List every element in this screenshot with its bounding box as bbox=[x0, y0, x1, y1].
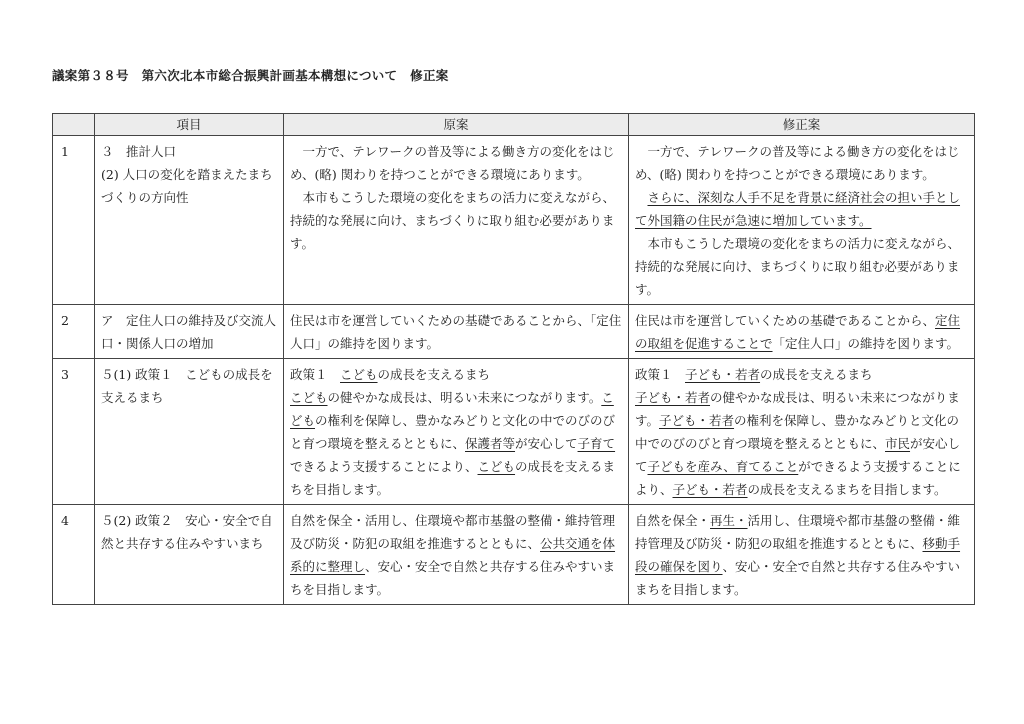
text-segment: 住民は市を運営していくための基礎であることから、 bbox=[635, 313, 936, 328]
underlined-revision: こども bbox=[477, 459, 516, 474]
underlined-revision: さらに、深刻な人手不足を背景に経済社会の担い手として外国籍の住民が急速に増加しています。 bbox=[635, 190, 961, 228]
item-line: (2) 人口の変化を踏まえたまちづくりの方向性 bbox=[101, 167, 273, 205]
paragraph bbox=[635, 509, 969, 601]
paragraph bbox=[635, 363, 969, 386]
underlined-revision: 子ども・若者 bbox=[685, 367, 761, 382]
paragraph bbox=[290, 386, 623, 501]
text-segment: の成長を支えるまちを目指します。 bbox=[747, 482, 947, 497]
paragraph bbox=[290, 309, 623, 355]
text-segment: 政策１ bbox=[635, 367, 686, 382]
underlined-revision: 再生・ bbox=[710, 513, 748, 528]
text-segment: の成長を支えるまち bbox=[760, 367, 873, 382]
underlined-revision: こども bbox=[340, 367, 378, 382]
revision-table bbox=[52, 113, 975, 605]
header-number bbox=[53, 114, 95, 136]
table-row bbox=[53, 136, 975, 305]
paragraph bbox=[290, 363, 623, 386]
text-segment: できるよう支援することにより、 bbox=[290, 459, 478, 474]
underlined-revision: 子どもを産み、育てること bbox=[647, 459, 799, 474]
row-item bbox=[95, 305, 284, 359]
table-body bbox=[53, 136, 975, 605]
text-segment: 自然を保全・活用し、住環境や都市基盤の整備・維持管理及び防災・防犯の取組を推進するとともに、 bbox=[290, 513, 616, 551]
underlined-revision: 市民 bbox=[885, 436, 911, 451]
revised-text bbox=[629, 136, 975, 305]
paragraph bbox=[290, 186, 623, 255]
text-segment: 政策１ bbox=[290, 367, 341, 382]
text-segment: の成長を支えるまちを目指します。 bbox=[290, 459, 616, 497]
underlined-revision: 子育て bbox=[577, 436, 616, 451]
text-segment: 一方で、テレワークの普及等による働き方の変化をはじめ、(略) 関わりを持つことができる環境にあります。 bbox=[290, 144, 615, 182]
paragraph bbox=[635, 140, 969, 186]
underlined-revision: 子ども・若者 bbox=[659, 413, 735, 428]
text-segment: の健やかな成長は、明るい未来につながります。 bbox=[327, 390, 602, 405]
row-number: 3 bbox=[53, 359, 95, 505]
text-segment: の健やかな成長は、明るい未来につながります。 bbox=[635, 390, 960, 428]
text-segment: 本市もこうした環境の変化をまちの活力に変えながら、持続的な発展に向け、まちづくりに取り組む必要があります。 bbox=[635, 236, 961, 297]
underlined-revision: 子ども・若者 bbox=[672, 482, 748, 497]
item-line: ３ 推計人口 bbox=[101, 144, 177, 159]
original-text bbox=[284, 359, 629, 505]
original-text bbox=[284, 505, 629, 605]
header-item: 項目 bbox=[95, 114, 284, 136]
table-row bbox=[53, 305, 975, 359]
text-segment: 住民は市を運営していくための基礎であることから、「定住人口」の維持を図ります。 bbox=[290, 313, 622, 351]
text-segment: 一方で、テレワークの普及等による働き方の変化をはじめ、(略) 関わりを持つことができる環境にあります。 bbox=[635, 144, 960, 182]
text-segment: 「定住人口」の維持を図ります。 bbox=[772, 336, 960, 351]
underlined-revision: 公共交通を体系的に整理し bbox=[290, 536, 616, 574]
text-segment: が安心して bbox=[635, 436, 961, 474]
row-item bbox=[95, 359, 284, 505]
header-original: 原案 bbox=[284, 114, 629, 136]
table-header-row bbox=[53, 114, 975, 136]
paragraph bbox=[635, 386, 969, 501]
revised-text bbox=[629, 305, 975, 359]
page-title: 議案第３８号 第六次北本市総合振興計画基本構想について 修正案 bbox=[52, 68, 449, 83]
item-line: ５(1) 政策１ こどもの成長を支えるまち bbox=[101, 367, 273, 405]
text-segment: 活用し、住環境や都市基盤の整備・維持管理及び防災・防犯の取組を推進するとともに、 bbox=[635, 513, 961, 551]
text-segment: 、安心・安全で自然と共存する住みやすいまちを目指します。 bbox=[290, 559, 616, 597]
paragraph bbox=[635, 186, 969, 232]
row-number: 1 bbox=[53, 136, 95, 305]
revised-text bbox=[629, 359, 975, 505]
row-item bbox=[95, 505, 284, 605]
original-text bbox=[284, 136, 629, 305]
underlined-revision: こども bbox=[290, 390, 614, 428]
row-number: 4 bbox=[53, 505, 95, 605]
text-segment: の権利を保障し、豊かなみどりと文化の中でのびのびと育つ環境を整えるとともに、 bbox=[635, 413, 960, 451]
row-number: 2 bbox=[53, 305, 95, 359]
table-row bbox=[53, 359, 975, 505]
text-segment: の成長を支えるまち bbox=[377, 367, 491, 382]
paragraph bbox=[635, 232, 969, 301]
paragraph bbox=[635, 309, 969, 355]
underlined-revision: 保護者等 bbox=[465, 436, 516, 451]
underlined-revision: 子ども・若者 bbox=[635, 390, 711, 405]
original-text bbox=[284, 305, 629, 359]
underlined-revision: 移動手段の確保を図り bbox=[635, 536, 961, 574]
text-segment: が安心して bbox=[515, 436, 578, 451]
paragraph bbox=[290, 509, 623, 601]
header-revised: 修正案 bbox=[629, 114, 975, 136]
text-segment: ができるよう支援することにより、 bbox=[635, 459, 961, 497]
text-segment: 自然を保全・ bbox=[635, 513, 711, 528]
text-segment: 、安心・安全で自然と共存する住みやすいまちを目指します。 bbox=[635, 559, 961, 597]
table-row bbox=[53, 505, 975, 605]
item-line: ア 定住人口の維持及び交流人口・関係人口の増加 bbox=[101, 313, 277, 351]
text-segment: の権利を保障し、豊かなみどりと文化の中でのびのびと育つ環境を整えるとともに、 bbox=[290, 413, 616, 451]
paragraph bbox=[290, 140, 623, 186]
text-segment: 本市もこうした環境の変化をまちの活力に変えながら、持続的な発展に向け、まちづくりに取り組む必要があります。 bbox=[290, 190, 616, 251]
underlined-revision: こども bbox=[290, 390, 328, 405]
row-item bbox=[95, 136, 284, 305]
underlined-revision: 定住の取組を促進することで bbox=[635, 313, 961, 351]
revised-text bbox=[629, 505, 975, 605]
item-line: ５(2) 政策２ 安心・安全で自然と共存する住みやすいまち bbox=[101, 513, 273, 551]
